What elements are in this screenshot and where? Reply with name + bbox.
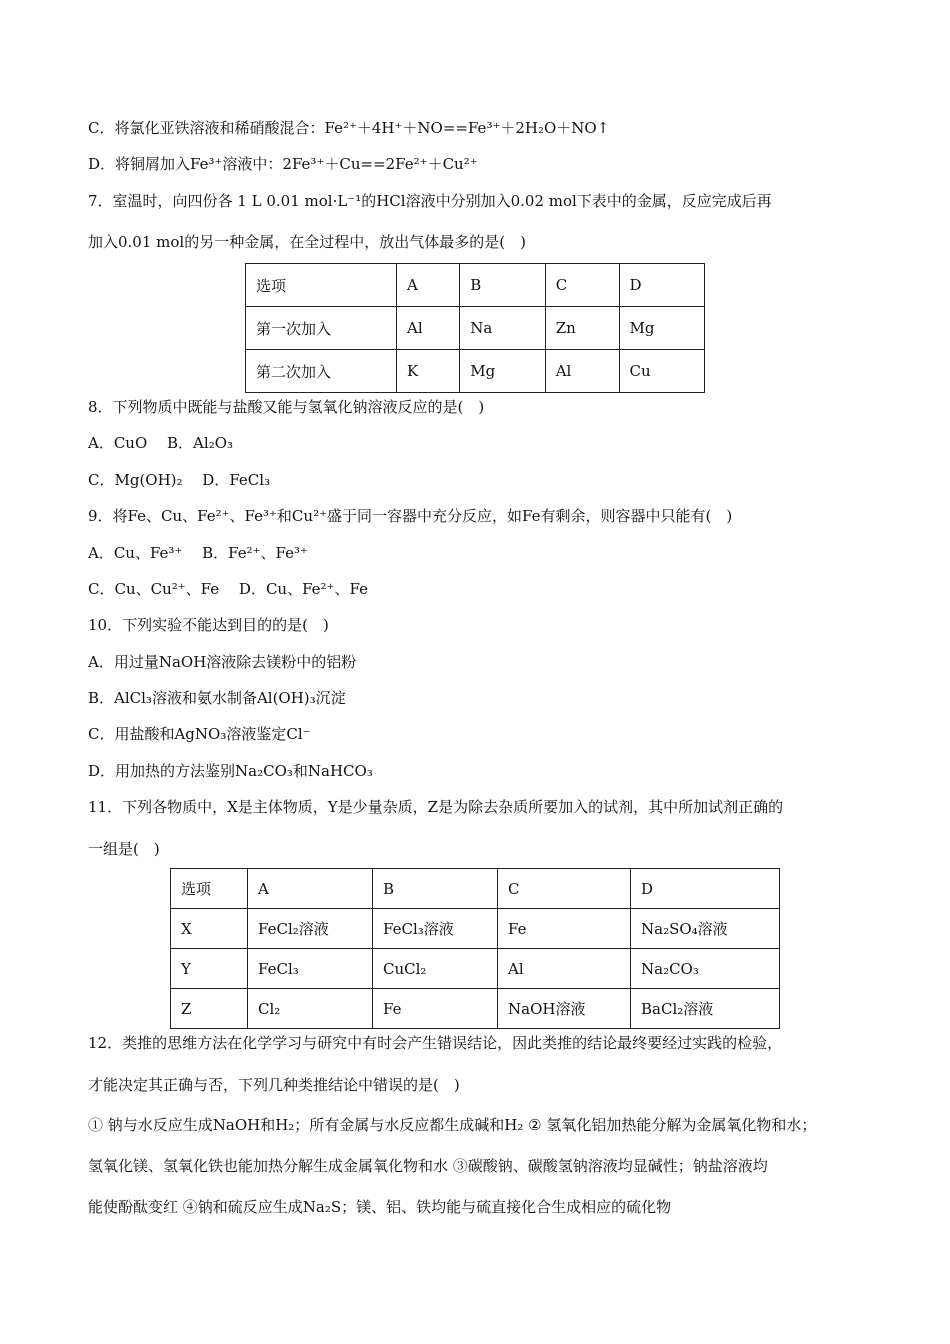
table-cell: 选项 [246,264,397,307]
table-cell: Na₂CO₃ [631,949,780,989]
question-12-statements-3: 能使酚酞变红 ④钠和硫反应生成Na₂S；镁、铝、铁均能与硫直接化合生成相应的硫化物 [88,1198,672,1216]
question-12-statements-1: ① 钠与水反应生成NaOH和H₂；所有金属与水反应都生成碱和H₂ ② 氢氧化铝加热能分解为金属氧化物和水； [88,1116,817,1134]
table-cell: X [171,909,248,949]
table-cell: 第二次加入 [246,350,397,393]
table-row [171,989,780,1029]
table-cell: Cu [619,350,704,393]
table-cell: Cl₂ [248,989,373,1029]
table-cell: A [397,264,460,307]
question-8-options-ab: A．CuO B．Al₂O₃ [88,434,234,452]
question-11-line-1: 11．下列各物质中，X是主体物质，Y是少量杂质，Z是为除去杂质所要加入的试剂，其中所加试剂正确的 [88,798,784,816]
table-row [246,350,705,393]
question-10-option-b: B．AlCl₃溶液和氨水制备Al(OH)₃沉淀 [88,689,346,707]
question-11-table [170,868,780,1029]
table-cell: Na [460,307,545,350]
table-cell: K [397,350,460,393]
question-10-option-a: A．用过量NaOH溶液除去镁粉中的铝粉 [88,653,357,671]
question-10-option-d: D．用加热的方法鉴别Na₂CO₃和NaHCO₃ [88,762,373,780]
table-cell: D [619,264,704,307]
question-8: 8．下列物质中既能与盐酸又能与氢氧化钠溶液反应的是( ) [88,398,485,416]
question-12-statements-2: 氢氧化镁、氢氧化铁也能加热分解生成金属氧化物和水 ③碳酸钠、碳酸氢钠溶液均显碱性；钠盐溶液均 [88,1157,768,1175]
question-9: 9．将Fe、Cu、Fe²⁺、Fe³⁺和Cu²⁺盛于同一容器中充分反应，如Fe有剩余，则容器中只能有( ) [88,507,733,525]
table-cell: Fe [373,989,498,1029]
table-cell: FeCl₃溶液 [373,909,498,949]
table-cell: Fe [498,909,631,949]
question-7-table [245,263,705,393]
table-cell: Mg [619,307,704,350]
question-10-option-c: C．用盐酸和AgNO₃溶液鉴定Cl⁻ [88,725,311,743]
table-cell: FeCl₂溶液 [248,909,373,949]
table-cell: Al [545,350,619,393]
table-row [171,949,780,989]
question-11-line-2: 一组是( ) [88,840,160,858]
question-7-line-2: 加入0.01 mol的另一种金属，在全过程中，放出气体最多的是( ) [88,233,526,251]
question-12-line-2: 才能决定其正确与否，下列几种类推结论中错误的是( ) [88,1076,460,1094]
table-row [246,307,705,350]
table-row [171,909,780,949]
table-row [171,869,780,909]
table-cell: Y [171,949,248,989]
table-cell: BaCl₂溶液 [631,989,780,1029]
table-cell: NaOH溶液 [498,989,631,1029]
question-9-options-ab: A．Cu、Fe³⁺ B．Fe²⁺、Fe³⁺ [88,544,308,562]
table-cell: Mg [460,350,545,393]
table-cell: Al [397,307,460,350]
table-cell: CuCl₂ [373,949,498,989]
table-cell: Na₂SO₄溶液 [631,909,780,949]
table-cell: C [545,264,619,307]
table-cell: C [498,869,631,909]
table-cell: A [248,869,373,909]
table-cell: B [373,869,498,909]
table-cell: Al [498,949,631,989]
table-cell: FeCl₃ [248,949,373,989]
question-10: 10．下列实验不能达到目的的是( ) [88,616,329,634]
table-cell: 第一次加入 [246,307,397,350]
table-cell: 选项 [171,869,248,909]
question-7-line-1: 7．室温时，向四份各 1 L 0.01 mol·L⁻¹的HCl溶液中分别加入0.02 mol下表中的金属，反应完成后再 [88,192,772,210]
question-8-options-cd: C．Mg(OH)₂ D．FeCl₃ [88,471,271,489]
table-cell: Zn [545,307,619,350]
table-cell: B [460,264,545,307]
option-c-q6: C．将氯化亚铁溶液和稀硝酸混合：Fe²⁺＋4H⁺＋NO==Fe³⁺＋2H₂O＋NO↑ [88,119,610,137]
option-d-q6: D．将铜屑加入Fe³⁺溶液中：2Fe³⁺＋Cu==2Fe²⁺＋Cu²⁺ [88,155,478,173]
table-cell: Z [171,989,248,1029]
question-12-line-1: 12．类推的思维方法在化学学习与研究中有时会产生错误结论，因此类推的结论最终要经过实践的检验， [88,1034,783,1052]
table-cell: D [631,869,780,909]
question-9-options-cd: C．Cu、Cu²⁺、Fe D．Cu、Fe²⁺、Fe [88,580,368,598]
table-row [246,264,705,307]
